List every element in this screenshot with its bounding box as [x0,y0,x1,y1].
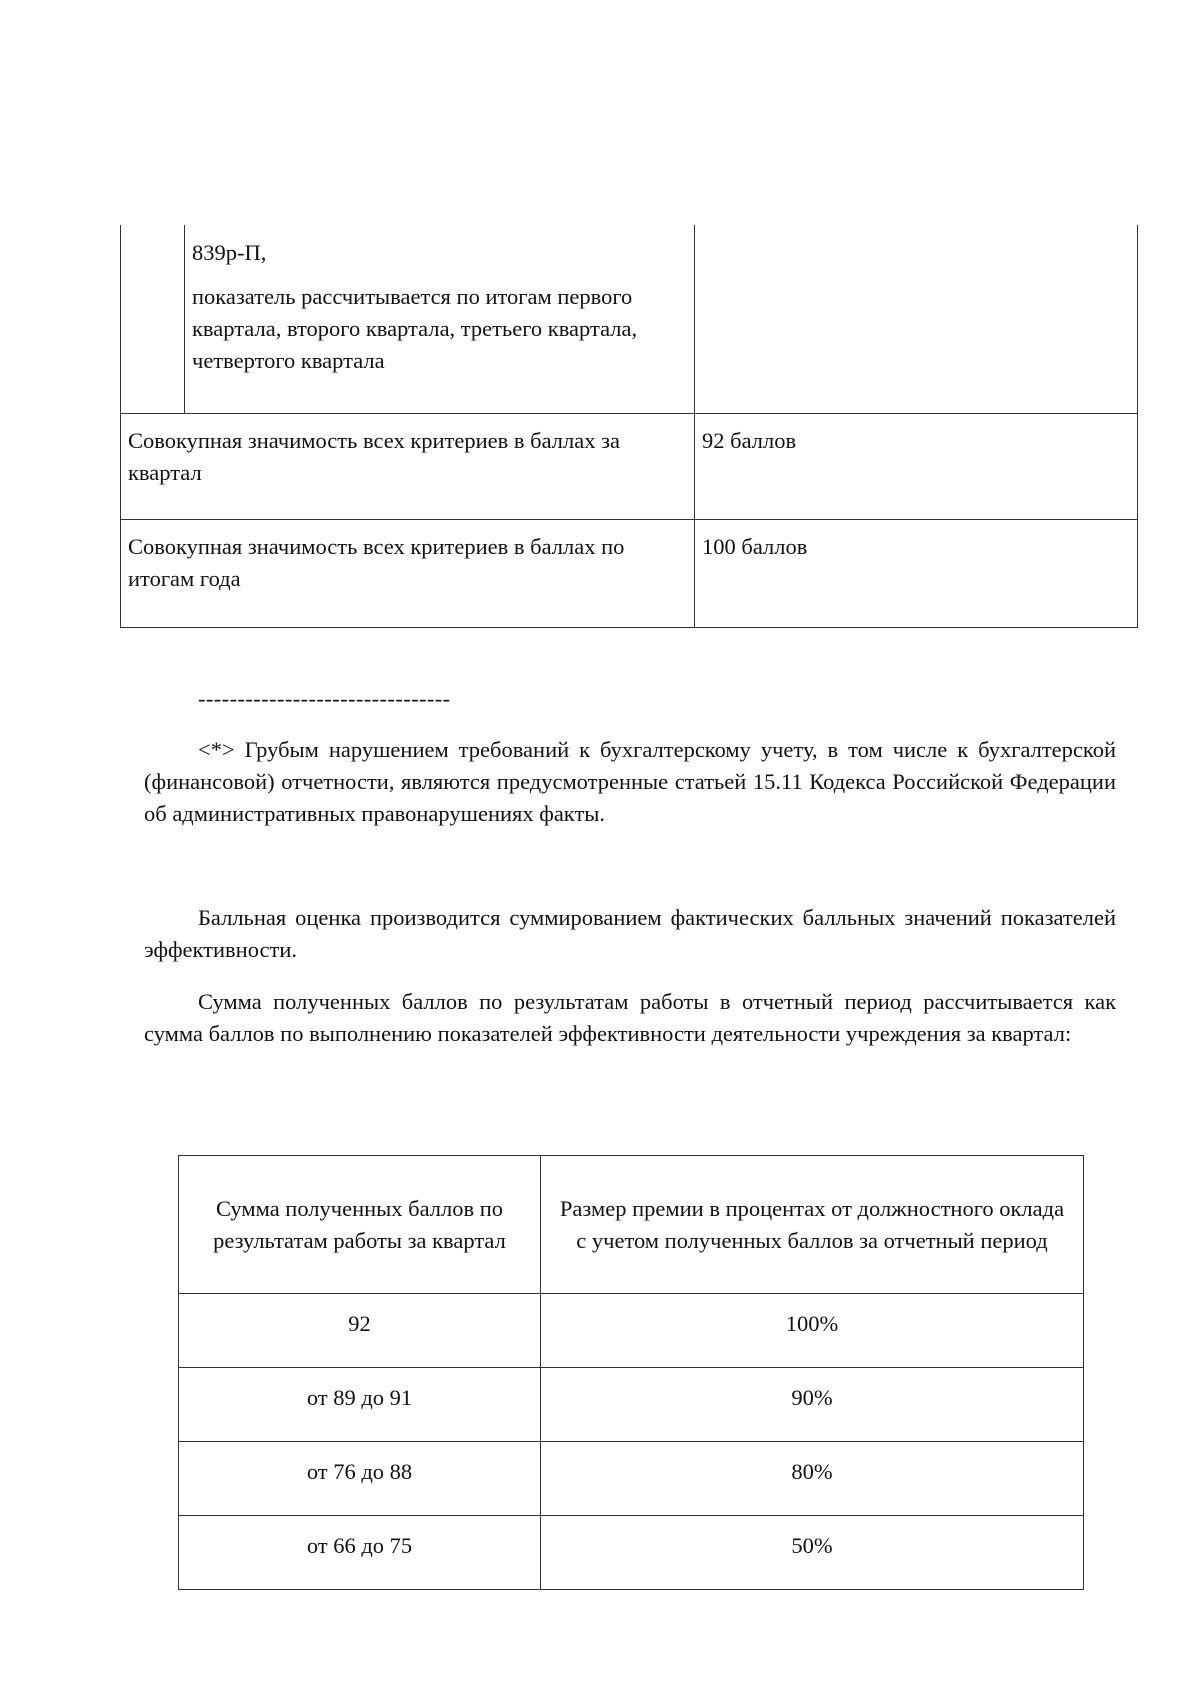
paragraph-1: Балльная оценка производится суммированием фактических балльных значений показателей эффективности. [144,905,1116,962]
table-row [179,1516,1084,1590]
table-row [179,1368,1084,1442]
bonus-cell: 80% [541,1442,1084,1516]
footnote-text [144,734,1116,830]
bonus-cell: 100% [541,1294,1084,1368]
table-row [179,1442,1084,1516]
bonus-cell: 50% [541,1516,1084,1590]
table-row-divider [120,519,1138,520]
continued-line-1: 839р-П, [192,240,267,265]
table-border-middle [694,225,695,628]
paragraph-scoring [144,902,1116,966]
row-year-value: 100 баллов [702,534,808,559]
bonus-cell: 90% [541,1368,1084,1442]
paragraph-sum [144,986,1116,1050]
score-cell: от 89 до 91 [179,1368,541,1442]
table-row [179,1294,1084,1368]
continued-line-2: показатель рассчитывается по итогам первого квартала, второго квартала, третьего квартала, четвертого квартала [192,284,638,373]
paragraph-2: Сумма полученных баллов по результатам работы в отчетный период рассчитывается как сумма баллов по выполнению показателей эффективности деятельности учреждения за квартал: [144,989,1116,1046]
table-border-inner [184,225,185,413]
criteria-table [120,225,1138,628]
score-cell: от 76 до 88 [179,1442,541,1516]
table-border-bottom [120,627,1138,628]
header-bonus: Размер премии в процентах от должностного оклада с учетом полученных баллов за отчетный период [541,1156,1084,1294]
header-score: Сумма полученных баллов по результатам работы за квартал [179,1156,541,1294]
row-year-label: Совокупная значимость всех критериев в баллах по итогам года [128,534,625,591]
score-cell: от 66 до 75 [179,1516,541,1590]
row-quarter-value: 92 баллов [702,428,797,453]
table-row-divider [120,413,1138,414]
table-border-right [1137,225,1138,628]
footnote-separator: -------------------------------- [198,686,451,711]
footnote-paragraph: <*> Грубым нарушением требований к бухгалтерскому учету, в том числе к бухгалтерской (финансовой) отчетности, являются предусмотренные статьей 15.11 Кодекса Российской Федерации об административных правонарушениях факты. [144,737,1116,826]
continued-cell [192,237,682,377]
score-cell: 92 [179,1294,541,1368]
table-border-left [120,225,121,628]
bonus-table-header-row [179,1156,1084,1294]
bonus-table [178,1155,1084,1590]
row-quarter-label: Совокупная значимость всех критериев в баллах за квартал [128,428,620,485]
